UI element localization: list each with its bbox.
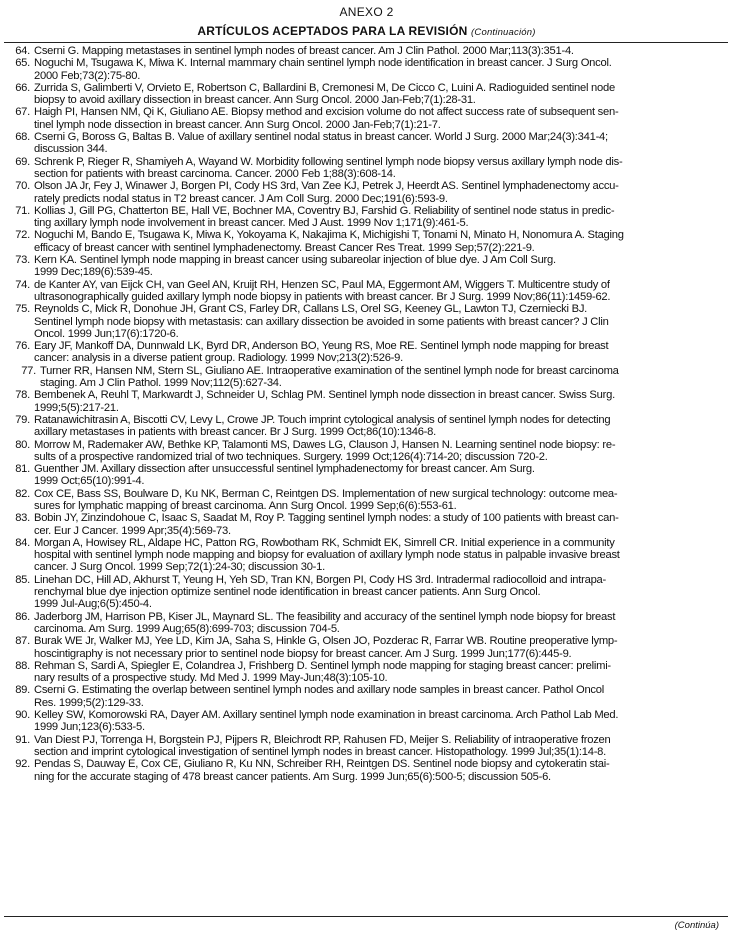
reference-line: sures for lymphatic mapping of breast carcinoma. Ann Surg Oncol. 1999 Sep;6(6):553-61.	[34, 499, 457, 512]
reference-line: ning for the accurate staging of 478 breast cancer patients. Am Surg. 1999 Jun;65(6):500-5; discussion 505-6.	[34, 770, 551, 783]
reference-text	[34, 340, 724, 365]
reference-line: tinel lymph node dissection in breast cancer. Ann Surg Oncol. 2000 Jan-Feb;7(1):21-7.	[34, 118, 441, 131]
reference-item	[4, 45, 724, 57]
reference-line: staging. Am J Clin Pathol. 1999 Nov;112(5):627-34.	[40, 377, 282, 390]
reference-item	[4, 131, 724, 156]
reference-line: efficacy of breast cancer with sentinel lymphadenectomy. Breast Cancer Res Treat. 1999 Sep;57(2):221-9.	[34, 241, 535, 254]
reference-line: ultrasonographically guided axillary lymph node biopsy in patients with breast cancer. Br J Surg. 1999 Nov;86(11):1459-62.	[34, 290, 611, 303]
reference-line: Eary JF, Mankoff DA, Dunnwald LK, Byrd DR, Anderson BO, Yeung RS, Moe RE. Sentinel lymph node mapping for breast	[34, 340, 609, 353]
reference-text	[34, 537, 724, 574]
reference-number: 68.	[15, 131, 30, 144]
reference-line: Ratanawichitrasin A, Biscotti CV, Levy L, Crowe JP. Touch imprint cytological analysis of sentinel lymph nodes for detecting	[34, 413, 611, 426]
reference-text	[34, 254, 724, 279]
reference-line: Kern KA. Sentinel lymph node mapping in breast cancer using subareolar injection of blue dye. J Am Coll Surg.	[34, 254, 556, 267]
reference-text	[34, 488, 724, 513]
reference-text	[34, 180, 724, 205]
title-text: ARTÍCULOS ACEPTADOS PARA LA REVISIÓN	[197, 24, 468, 38]
reference-line: Burak WE Jr, Walker MJ, Yee LD, Kim JA, Saha S, Hinkle G, Olsen JO, Pozderac R, Farrar WB. Routine preoperative lymp-	[34, 635, 618, 648]
reference-line: rately predicts nodal status in T2 breast cancer. J Am Coll Surg. 2000 Dec;191(6):593-9.	[34, 192, 448, 205]
reference-line: axillary metastases in patients with breast cancer. Br J Surg. 1999 Oct;86(10):1346-8.	[34, 426, 436, 439]
reference-number: 82.	[15, 487, 30, 500]
reference-text	[34, 229, 724, 254]
reference-item	[4, 180, 724, 205]
reference-number: 81.	[15, 463, 30, 476]
reference-item	[4, 635, 724, 660]
reference-item	[4, 512, 724, 537]
reference-line: 1999 Oct;65(10):991-4.	[34, 475, 145, 488]
reference-text	[34, 106, 724, 131]
reference-line: Kelley SW, Komorowski RA, Dayer AM. Axillary sentinel lymph node examination in breast carcinoma. Arch Pathol Lab Med.	[34, 709, 619, 722]
reference-line: 1999 Jul-Aug;6(5):450-4.	[34, 598, 152, 611]
reference-line: carcinoma. Am Surg. 1999 Aug;65(8):699-703; discussion 704-5.	[34, 622, 340, 635]
reference-line: Olson JA Jr, Fey J, Winawer J, Borgen PI, Cody HS 3rd, Van Zee KJ, Petrek J, Heerdt AS. Sentinel lymphadenectomy accu-	[34, 180, 619, 193]
reference-text	[34, 439, 724, 464]
reference-line: discussion 344.	[34, 143, 108, 156]
reference-line: Oncol. 1999 Jun;17(6):1720-6.	[34, 327, 179, 340]
reference-text	[34, 684, 724, 709]
reference-number: 84.	[15, 536, 30, 549]
reference-number: 86.	[15, 610, 30, 623]
reference-item	[4, 254, 724, 279]
continuation-note: (Continuación)	[471, 27, 536, 38]
reference-number: 92.	[15, 758, 30, 771]
reference-item	[4, 279, 724, 304]
reference-line: Sentinel lymph node biopsy with metastasis: can axillary dissection be avoided in some patients with breast cancer? J Clin	[34, 315, 609, 328]
reference-line: biopsy to avoid axillary dissection in breast cancer. Ann Surg Oncol. 2000 Jan-Feb;7(1):28-31.	[34, 94, 476, 107]
reference-line: hoscintigraphy is not necessary prior to sentinel node biopsy for breast cancer. Am J Surg. 1999 Jun;177(6):445-9.	[34, 647, 572, 660]
reference-line: Cserni G. Estimating the overlap between sentinel lymph nodes and axillary node samples in breast cancer. Pathol Oncol	[34, 684, 604, 697]
continues-note: (Continúa)	[674, 920, 719, 931]
reference-number: 80.	[15, 438, 30, 451]
reference-line: Cox CE, Bass SS, Boulware D, Ku NK, Berman C, Reintgen DS. Implementation of new surgical technology: outcome mea-	[34, 487, 618, 500]
reference-number: 75.	[15, 303, 30, 316]
reference-item	[4, 611, 724, 636]
reference-line: Res. 1999;5(2):129-33.	[34, 696, 144, 709]
reference-text	[34, 389, 724, 414]
reference-item	[4, 229, 724, 254]
reference-line: Pendas S, Dauway E, Cox CE, Giuliano R, Ku NN, Schreiber RH, Reintgen DS. Sentinel node biopsy and cytokeratin stai-	[34, 758, 610, 771]
reference-item	[4, 574, 724, 611]
reference-line: Cserni G. Mapping metastases in sentinel lymph nodes of breast cancer. Am J Clin Pathol. 2000 Mar;113(3):351-4.	[34, 45, 574, 57]
reference-number: 83.	[15, 512, 30, 525]
reference-number: 91.	[15, 733, 30, 746]
page-title	[0, 24, 733, 38]
reference-text	[34, 131, 724, 156]
reference-text	[34, 279, 724, 304]
reference-number: 87.	[15, 635, 30, 648]
reference-line: Turner RR, Hansen NM, Stern SL, Giuliano AE. Intraoperative examination of the sentinel lymph node for breast carcinoma	[40, 364, 619, 377]
reference-item	[4, 758, 724, 783]
reference-text	[34, 156, 724, 181]
reference-line: Bembenek A, Reuhl T, Markwardt J, Schneider U, Schlag PM. Sentinel lymph node dissection in breast cancer. Swiss Surg.	[34, 389, 615, 402]
reference-number: 77.	[21, 364, 36, 377]
reference-number: 67.	[15, 106, 30, 119]
reference-line: 1999 Jun;123(6):533-5.	[34, 721, 145, 734]
reference-number: 85.	[15, 573, 30, 586]
reference-text	[34, 414, 724, 439]
reference-text	[34, 709, 724, 734]
reference-line: Linehan DC, Hill AD, Akhurst T, Yeung H, Yeh SD, Tran KN, Borgen PI, Cody HS 3rd. Intradermal radiocolloid and intrapa-	[34, 573, 607, 586]
reference-line: Schrenk P, Rieger R, Shamiyeh A, Wayand W. Morbidity following sentinel lymph node biopsy versus axillary lymph node dis-	[34, 155, 623, 168]
reference-line: Cserni G, Boross G, Baltas B. Value of axillary sentinel nodal status in breast cancer. World J Surg. 2000 Mar;24(3):341-4;	[34, 131, 608, 144]
reference-line: 2000 Feb;73(2):75-80.	[34, 69, 141, 82]
reference-text	[34, 57, 724, 82]
reference-text	[34, 574, 724, 611]
reference-item	[4, 389, 724, 414]
reference-text	[34, 512, 724, 537]
reference-text	[34, 611, 724, 636]
reference-line: Kollias J, Gill PG, Chatterton BE, Hall VE, Bochner MA, Coventry BJ, Farshid G. Reliability of sentinel node status in predic-	[34, 204, 615, 217]
reference-item	[4, 365, 724, 390]
reference-text	[34, 758, 724, 783]
reference-line: sults of a prospective randomized trial of two techniques. Surgery. 1999 Oct;126(4):714-20; discussion 720-2.	[34, 450, 548, 463]
reference-text	[34, 660, 724, 685]
reference-text	[34, 45, 724, 57]
reference-line: renchymal blue dye injection optimize sentinel node identification in breast cancer patients. Ann Surg Oncol.	[34, 586, 541, 599]
reference-item	[4, 709, 724, 734]
reference-item	[4, 340, 724, 365]
reference-text	[34, 463, 724, 488]
reference-line: Noguchi M, Bando E, Tsugawa K, Miwa K, Yokoyama K, Nakajima K, Michigishi T, Tonami N, Minato H, Nonomura A. Staging	[34, 229, 624, 242]
reference-line: Reynolds C, Mick R, Donohue JH, Grant CS, Farley DR, Callans LS, Orel SG, Keeney GL, Lawton TJ, Czerniecki BJ.	[34, 303, 588, 316]
reference-item	[4, 660, 724, 685]
reference-number: 78.	[15, 389, 30, 402]
reference-line: Rehman S, Sardi A, Spiegler E, Colandrea J, Frishberg D. Sentinel lymph node mapping for staging breast cancer: prelimi-	[34, 659, 611, 672]
reference-item	[4, 303, 724, 340]
reference-item	[4, 537, 724, 574]
reference-line: hospital with sentinel lymph node mapping and biopsy for evaluation of axillary lymph node status in palpable invasive breast	[34, 549, 620, 562]
reference-line: Morrow M, Rademaker AW, Bethke KP, Talamonti MS, Dawes LG, Clauson J, Hansen N. Learning sentinel node biopsy: re-	[34, 438, 616, 451]
reference-number: 72.	[15, 229, 30, 242]
reference-number: 74.	[15, 278, 30, 291]
reference-number: 89.	[15, 684, 30, 697]
reference-item	[4, 106, 724, 131]
reference-item	[4, 463, 724, 488]
reference-line: cancer. J Surg Oncol. 1999 Sep;72(1):24-30; discussion 30-1.	[34, 561, 325, 574]
reference-item	[4, 734, 724, 759]
reference-item	[4, 414, 724, 439]
reference-line: Jaderborg JM, Harrison PB, Kiser JL, Maynard SL. The feasibility and accuracy of the sentinel lymph node biopsy for breast	[34, 610, 616, 623]
reference-line: Zurrida S, Galimberti V, Orvieto E, Robertson C, Ballardini B, Cremonesi M, De Cicco C, Luini A. Radioguided sentinel node	[34, 81, 615, 94]
annex-label: ANEXO 2	[339, 5, 394, 19]
reference-number: 90.	[15, 709, 30, 722]
reference-line: ting axillary lymph node involvement in breast cancer. Med J Aust. 1999 Nov 1;171(9):461-5.	[34, 217, 469, 230]
reference-number: 65.	[15, 57, 30, 70]
reference-text	[34, 734, 724, 759]
reference-line: section and imprint cytological investigation of sentinel lymph nodes in breast cancer. Histopathology. 1999 Jul;35(1):14-8.	[34, 745, 607, 758]
reference-text	[34, 82, 724, 107]
reference-item	[4, 488, 724, 513]
top-divider	[4, 42, 728, 43]
reference-text	[34, 635, 724, 660]
reference-number: 71.	[15, 204, 30, 217]
reference-number: 76.	[15, 340, 30, 353]
reference-text	[40, 365, 724, 390]
reference-number: 70.	[15, 180, 30, 193]
reference-number: 73.	[15, 254, 30, 267]
reference-line: Bobin JY, Zinzindohoue C, Isaac S, Saadat M, Roy P. Tagging sentinel lymph nodes: a study of 100 patients with breast can-	[34, 512, 619, 525]
reference-line: Guenther JM. Axillary dissection after unsuccessful sentinel lymphadenectomy for breast cancer. Am Surg.	[34, 463, 535, 476]
bottom-divider	[4, 916, 728, 917]
reference-item	[4, 684, 724, 709]
reference-item	[4, 205, 724, 230]
reference-item	[4, 439, 724, 464]
reference-text	[34, 303, 724, 340]
reference-number: 88.	[15, 659, 30, 672]
reference-item	[4, 82, 724, 107]
reference-line: Noguchi M, Tsugawa K, Miwa K. Internal mammary chain sentinel lymph node identification in breast cancer. J Surg Oncol.	[34, 57, 612, 70]
reference-line: Morgan A, Howisey RL, Aldape HC, Patton RG, Rowbotham RK, Schmidt EK, Simrell CR. Initial experience in a community	[34, 536, 615, 549]
reference-item	[4, 57, 724, 82]
reference-number: 66.	[15, 81, 30, 94]
reference-number: 64.	[15, 45, 30, 57]
reference-line: cancer: analysis in a diverse patient group. Radiology. 1999 Nov;213(2):526-9.	[34, 352, 403, 365]
reference-line: 1999;5(5):217-21.	[34, 401, 119, 414]
reference-number: 69.	[15, 155, 30, 168]
reference-line: de Kanter AY, van Eijck CH, van Geel AN, Kruijt RH, Henzen SC, Paul MA, Eggermont AM, Wiggers T. Multicentre study of	[34, 278, 610, 291]
reference-item	[4, 156, 724, 181]
reference-line: 1999 Dec;189(6):539-45.	[34, 266, 153, 279]
reference-line: nary results of a prospective study. Md Med J. 1999 May-Jun;48(3):105-10.	[34, 672, 388, 685]
reference-line: cer. Eur J Cancer. 1999 Apr;35(4):569-73.	[34, 524, 231, 537]
reference-line: Haigh PI, Hansen NM, Qi K, Giuliano AE. Biopsy method and excision volume do not affect success rate of subsequent sen-	[34, 106, 619, 119]
reference-list	[4, 45, 724, 783]
reference-number: 79.	[15, 413, 30, 426]
reference-line: section for patients with breast carcinoma. Cancer. 2000 Feb 1;88(3):608-14.	[34, 167, 396, 180]
reference-text	[34, 205, 724, 230]
reference-line: Van Diest PJ, Torrenga H, Borgstein PJ, Pijpers R, Bleichrodt RP, Rahusen FD, Meijer S. Reliability of intraoperative frozen	[34, 733, 611, 746]
